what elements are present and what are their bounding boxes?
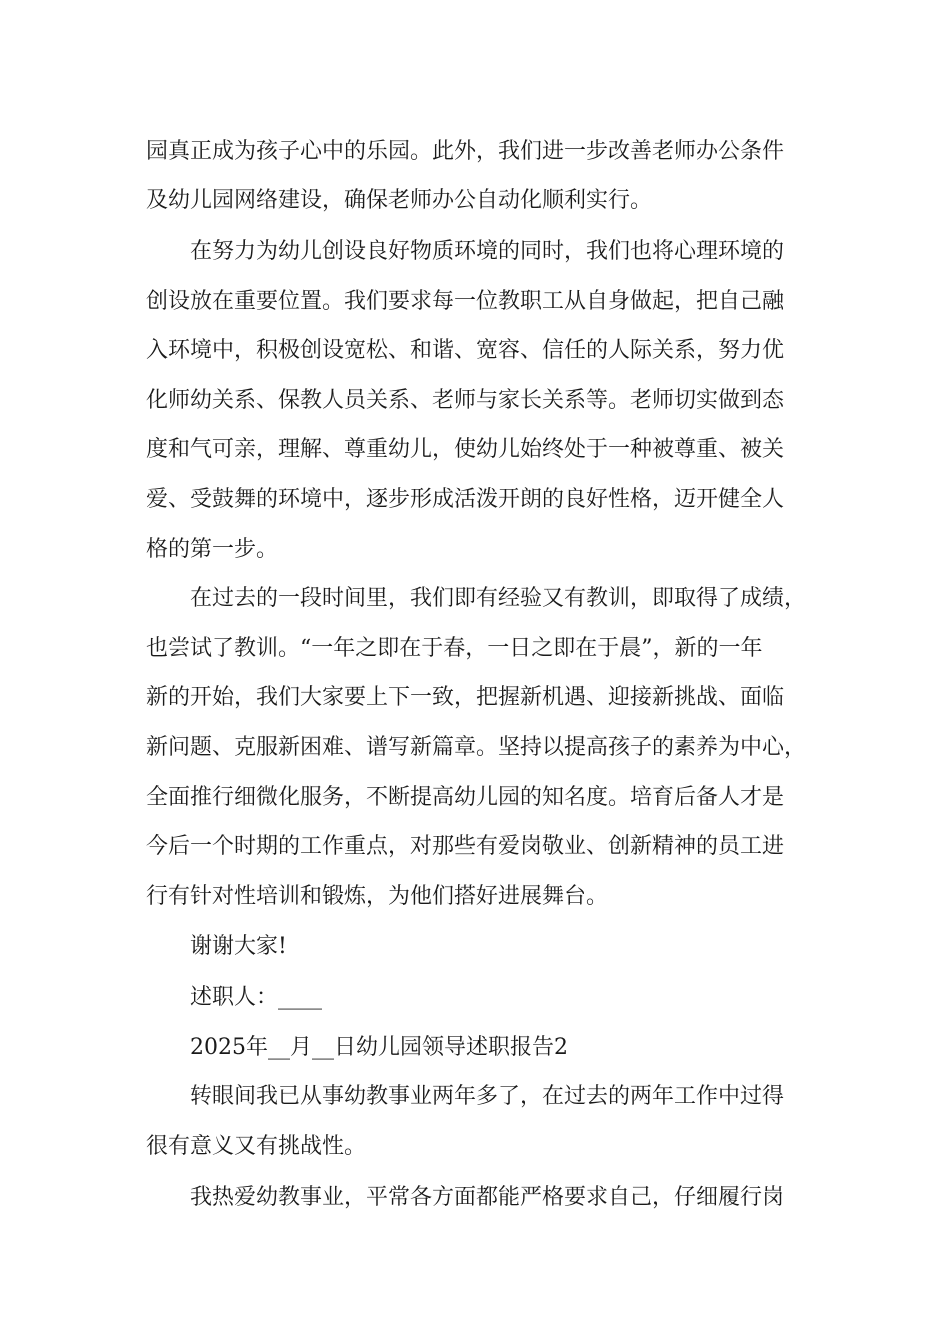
text-line: 在过去的一段时间里，我们即有经验又有教训，即取得了成绩， [190,586,807,611]
closing-thanks: 谢谢大家! [190,934,287,959]
text-line: 也尝试了教训。“一年之即在于春，一日之即在于晨”，新的一年 [146,636,763,661]
text-line: 新的开始，我们大家要上下一致，把握新机遇、迎接新挑战、面临 [146,685,785,710]
text-line: 及幼儿园网络建设，确保老师办公自动化顺利实行。 [146,188,653,213]
signature-line: 述职人：____ [190,985,323,1010]
text-line: 转眼间我已从事幼教事业两年多了，在过去的两年工作中过得 [190,1084,785,1109]
text-line: 行有针对性培训和锻炼，为他们搭好进展舞台。 [146,884,609,909]
text-line: 新问题、克服新困难、谱写新篇章。坚持以提高孩子的素养为中心， [146,735,807,760]
text-line: 格的第一步。 [146,537,279,562]
text-line: 今后一个时期的工作重点，对那些有爱岗敬业、创新精神的员工进 [146,834,785,859]
text-line: 很有意义又有挑战性。 [146,1134,367,1159]
section-title: 2025年__月__日幼儿园领导述职报告2 [190,1035,568,1060]
text-line: 度和气可亲，理解、尊重幼儿，使幼儿始终处于一种被尊重、被关 [146,437,785,462]
text-line: 我热爱幼教事业，平常各方面都能严格要求自己，仔细履行岗 [190,1185,785,1210]
text-line: 化师幼关系、保教人员关系、老师与家长关系等。老师切实做到态 [146,388,785,413]
text-line: 在努力为幼儿创设良好物质环境的同时，我们也将心理环境的 [190,239,785,264]
text-line: 园真正成为孩子心中的乐园。此外，我们进一步改善老师办公条件 [146,139,785,164]
text-line: 创设放在重要位置。我们要求每一位教职工从自身做起，把自己融 [146,289,785,314]
text-line: 入环境中，积极创设宽松、和谐、宽容、信任的人际关系，努力优 [146,338,785,363]
text-line: 全面推行细微化服务，不断提高幼儿园的知名度。培育后备人才是 [146,785,785,810]
text-line: 爱、受鼓舞的环境中，逐步形成活泼开朗的良好性格，迈开健全人 [146,487,785,512]
